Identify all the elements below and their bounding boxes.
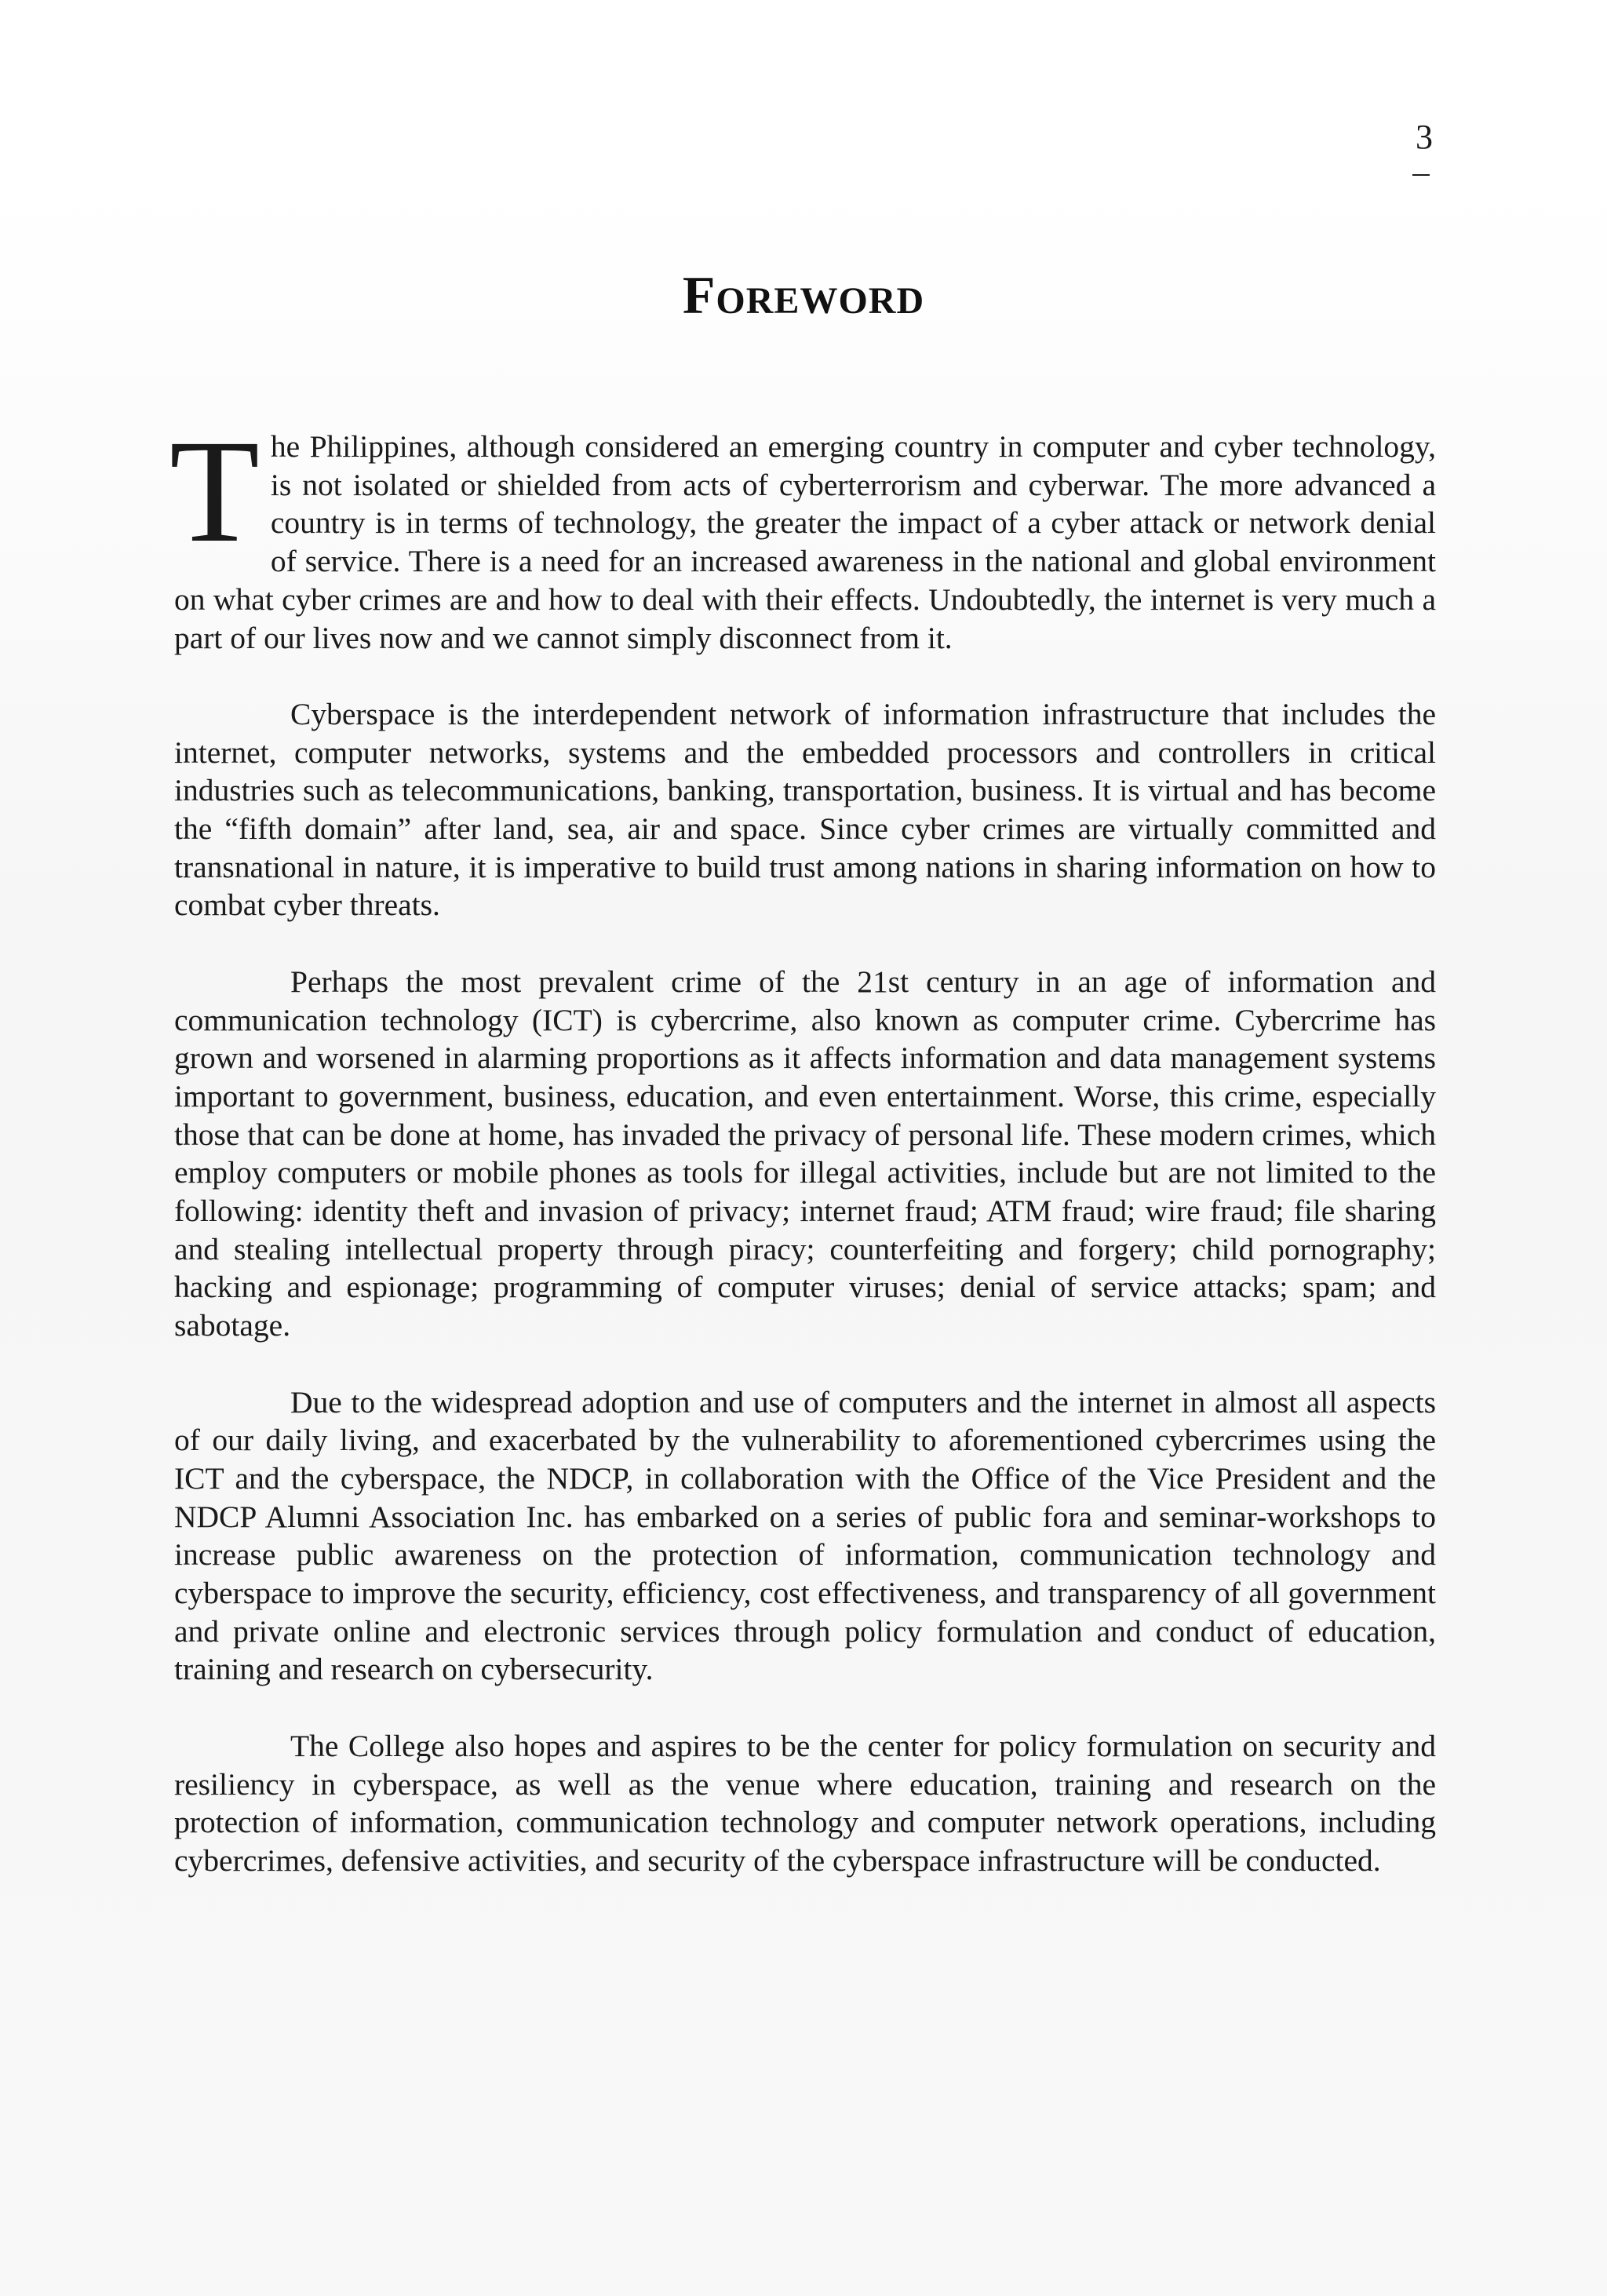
paragraph-cyberspace: Cyberspace is the interdependent network of information infrastructure that includes the internet, computer networks, systems and the embedded processors and controllers in critical industries such as telecommunications, banking, transportation, business. It is virtual and has become the “fifth domain” after land, sea, air and space. Since cyber crimes are virtually committed and transnational in nature, it is imperative to build trust among nations in sharing information on how to combat cyber threats.: [174, 696, 1436, 923]
intro-paragraph-text: he Philippines, although considered an emerging country in computer and cyber technology, is not isolated or shielded from acts of cyberterrorism and cyberwar. The more advanced a country is in terms of technology, the greater the impact of a cyber attack or network denial of service. There is a need for an increased awareness in the national and global environment on what cyber crimes are and how to deal with their effects. Undoubtedly, the internet is very much a part of our lives now and we cannot simply disconnect from it.: [174, 429, 1436, 655]
page-number: 3: [1416, 118, 1433, 156]
paragraph-ndcp-initiative: Due to the widespread adoption and use of computers and the internet in almost all aspects of our daily living, and exacerbated by the vulnerability to aforementioned cybercrimes using the ICT and the cyberspace, the NDCP, in collaboration with the Office of the Vice President and the NDCP Alumni Association Inc. has embarked on a series of public fora and seminar-workshops to increase public awareness on the protection of information, communication technology and cyberspace to improve the security, efficiency, cost effectiveness, and transparency of all government and private online and electronic services through policy formulation and conduct of education, training and research on cybersecurity.: [174, 1384, 1436, 1687]
page-title: Foreword: [682, 264, 925, 325]
paragraph-college-aspiration: The College also hopes and aspires to be the center for policy formulation on security and resiliency in cyberspace, as well as the venue where education, training and research on the protection of information, communication technology and computer network operations, including cybercrimes, defensive activities, and security of the cyberspace infrastructure will be conducted.: [174, 1728, 1436, 1878]
foreword-body: [169, 409, 1436, 1918]
paragraph-cybercrime: Perhaps the most prevalent crime of the 21st century in an age of information and communication technology (ICT) is cybercrime, also known as computer crime. Cybercrime has grown and worsened in alarming proportions as it affects information and data management systems important to government, business, education, and even entertainment. Worse, this crime, especially those that can be done at home, has invaded the privacy of personal life. These modern crimes, which employ computers or mobile phones as tools for illegal activities, include but are not limited to the following: identity theft and invasion of privacy; internet fraud; ATM fraud; wire fraud; file sharing and stealing intellectual property through piracy; counterfeiting and forgery; child pornography; hacking and espionage; programming of computer viruses; denial of service attacks; spam; and sabotage.: [174, 964, 1436, 1343]
drop-cap: T: [169, 409, 260, 573]
page-number-rule: [1412, 174, 1430, 176]
intro-paragraph: [169, 409, 1436, 657]
